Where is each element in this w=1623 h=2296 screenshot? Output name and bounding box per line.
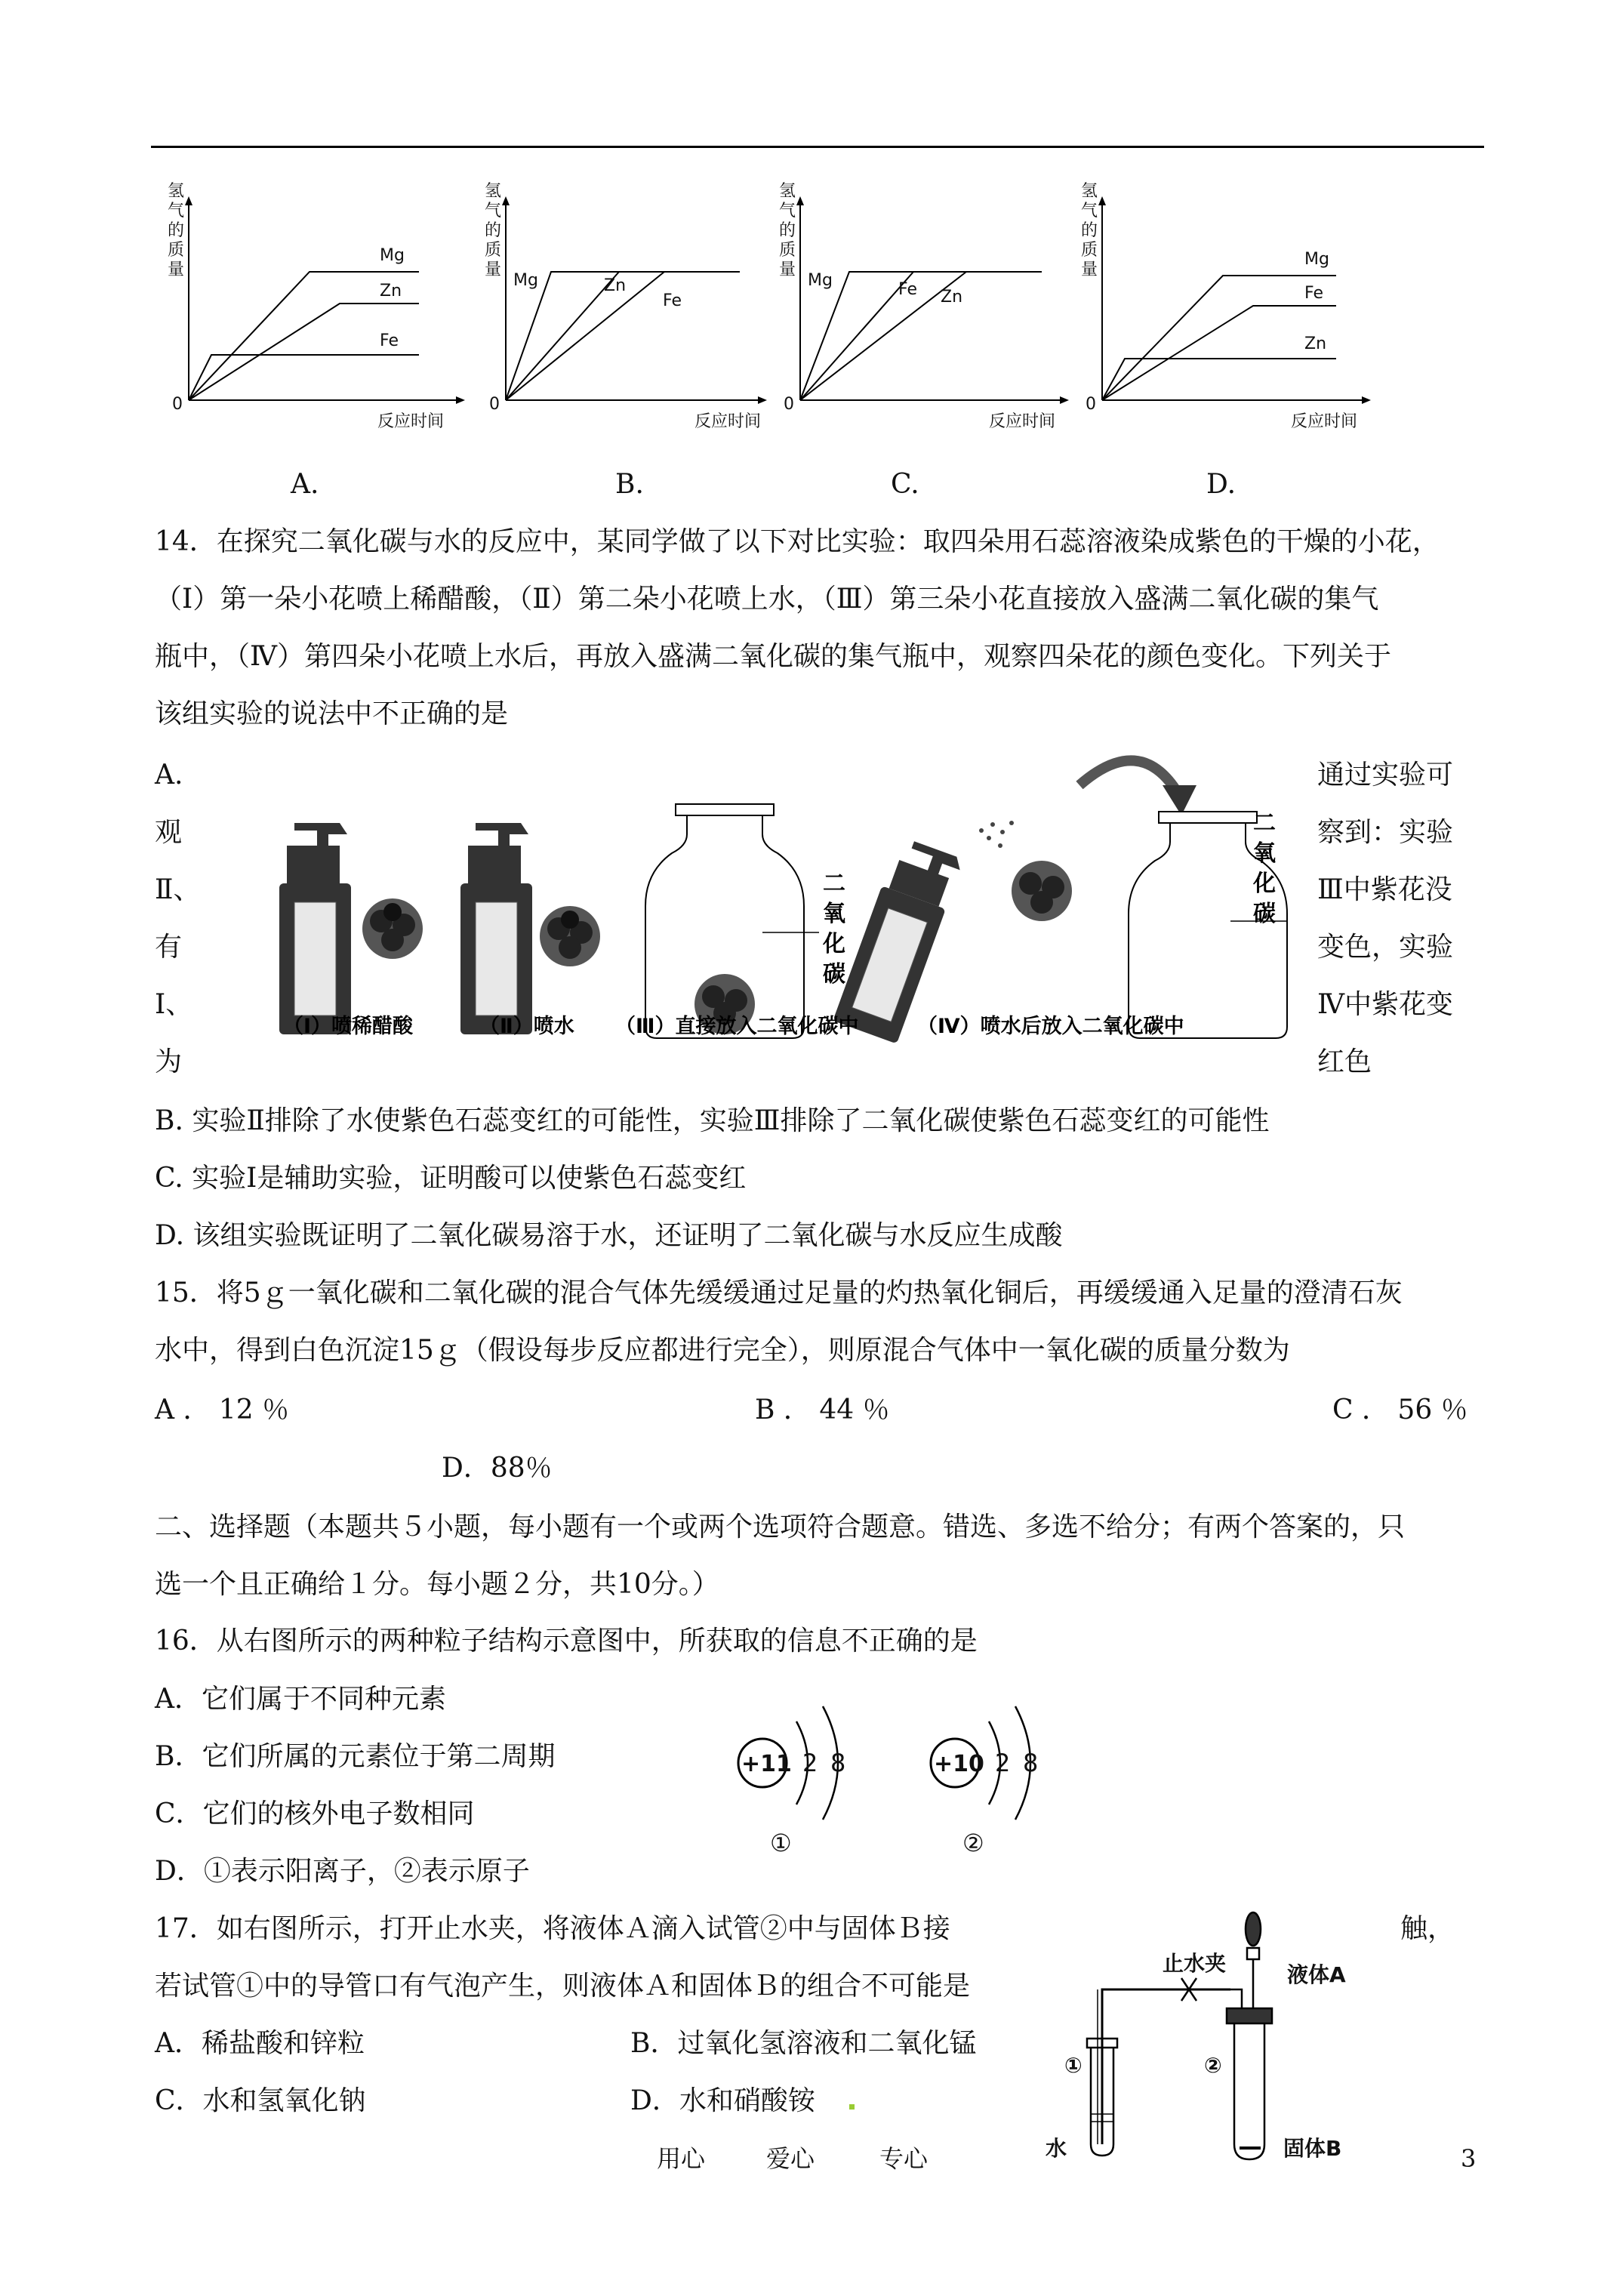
graph-d-ylabel	[1081, 182, 1098, 279]
particle-1	[738, 1706, 845, 1857]
svg-text:反应时间: 反应时间	[694, 412, 762, 431]
graph-d-mg: Mg	[1304, 250, 1329, 269]
svg-text:化: 化	[823, 931, 845, 957]
graph-a-ylabel	[168, 182, 184, 279]
svg-text:化: 化	[1253, 871, 1276, 897]
caption-2: （Ⅱ）喷水	[479, 1015, 574, 1038]
svg-text:8: 8	[830, 1749, 846, 1777]
q17-option-b[interactable]: B．过氧化氢溶液和二氧化锰	[630, 2028, 977, 2059]
q14-optA-right-3: 变色，实验	[1317, 932, 1454, 963]
svg-text:量: 量	[779, 260, 796, 279]
graph-option-a[interactable]: A.	[291, 469, 319, 500]
svg-text:气: 气	[168, 202, 185, 220]
svg-text:8: 8	[1023, 1749, 1039, 1777]
svg-text:质: 质	[485, 241, 502, 260]
svg-text:①: ①	[770, 1829, 792, 1857]
svg-text:2: 2	[995, 1749, 1011, 1777]
q16-stem: 16．从右图所示的两种粒子结构示意图中，所获取的信息不正确的是	[155, 1626, 978, 1657]
q14-optA-right-5: 红色	[1317, 1046, 1372, 1077]
svg-text:气: 气	[485, 202, 502, 220]
q14-option-d[interactable]: D. 该组实验既证明了二氧化碳易溶于水，还证明了二氧化碳与水反应生成酸	[155, 1220, 1063, 1251]
apparatus-figure	[1034, 1895, 1381, 2167]
graph-option-d[interactable]: D.	[1206, 469, 1236, 500]
curved-arrow-icon	[1079, 760, 1196, 815]
label-tube-1: ①	[1064, 2053, 1083, 2078]
header-rule	[151, 146, 1484, 148]
svg-text:质: 质	[168, 241, 185, 260]
svg-text:反应时间: 反应时间	[1291, 412, 1358, 431]
spray-bottle-4-icon	[833, 836, 963, 1043]
q14-optA-left-1: 观	[155, 817, 183, 848]
svg-text:反应时间: 反应时间	[989, 412, 1056, 431]
graph-a	[168, 182, 465, 431]
label-liquid-a: 液体A	[1287, 1962, 1346, 1987]
co2-experiment-figure	[264, 740, 1306, 1065]
footer-text-1: 用心	[657, 2144, 706, 2173]
label-tube-2: ②	[1204, 2053, 1222, 2078]
svg-text:碳: 碳	[1253, 901, 1276, 927]
graph-b-mg: Mg	[513, 271, 538, 290]
flower-1-icon	[362, 898, 423, 959]
svg-text:氢: 氢	[779, 182, 796, 201]
q17-option-a[interactable]: A．稀盐酸和锌粒	[155, 2028, 365, 2059]
q14-stem-line4: 该组实验的说法中不正确的是	[155, 698, 509, 729]
svg-text:的: 的	[779, 221, 796, 240]
svg-text:二: 二	[823, 871, 845, 897]
q15-option-a[interactable]: A ． 12 ％	[155, 1395, 290, 1425]
svg-text:的: 的	[168, 221, 185, 240]
svg-text:+11: +11	[741, 1751, 792, 1777]
svg-text:0: 0	[172, 395, 183, 414]
graph-b-zn: Zn	[604, 276, 627, 295]
spray-mist-icon	[979, 821, 1014, 848]
svg-text:2: 2	[802, 1749, 818, 1777]
q17-option-c[interactable]: C．水和氢氧化钠	[155, 2085, 366, 2116]
q14-optA-left-0[interactable]: A.	[155, 760, 183, 791]
graph-option-c[interactable]: C.	[891, 469, 919, 500]
svg-text:氢: 氢	[1081, 182, 1098, 201]
svg-text:质: 质	[779, 241, 796, 260]
caption-4: （Ⅳ）喷水后放入二氧化碳中	[917, 1015, 1184, 1038]
svg-text:质: 质	[1081, 241, 1098, 260]
q17-stem-line1a: 17．如右图所示，打开止水夹，将液体Ａ滴入试管②中与固体Ｂ接	[155, 1913, 950, 1944]
label-water: 水	[1046, 2136, 1067, 2161]
graph-d-zn: Zn	[1304, 334, 1327, 353]
q16-option-d[interactable]: D．①表示阳离子，②表示原子	[155, 1856, 530, 1887]
graph-b-ylabel	[485, 182, 501, 279]
q16-option-a[interactable]: A．它们属于不同种元素	[155, 1684, 446, 1715]
svg-text:氢: 氢	[485, 182, 502, 201]
svg-text:氧: 氧	[823, 901, 845, 927]
svg-text:二: 二	[1253, 810, 1276, 837]
svg-text:②: ②	[962, 1829, 984, 1857]
gas-jar-3-icon	[645, 804, 819, 1038]
graph-d-fe: Fe	[1304, 284, 1323, 303]
jar-3-label	[822, 871, 845, 988]
flower-2-icon	[540, 906, 600, 966]
svg-text:+10: +10	[934, 1751, 984, 1777]
particle-structure-figure	[725, 1699, 1042, 1872]
dropper-icon	[1247, 1948, 1259, 2008]
graph-b-fe: Fe	[663, 291, 682, 310]
section2-heading-line2: 选一个且正确给１分。每小题２分，共10分。）	[155, 1569, 719, 1600]
svg-text:量: 量	[485, 260, 502, 279]
q15-option-b[interactable]: B ． 44 ％	[755, 1395, 890, 1425]
graph-a-fe: Fe	[380, 331, 399, 350]
q14-optA-right-4: Ⅳ中紫花变	[1317, 989, 1453, 1020]
label-solid-b: 固体B	[1283, 2136, 1342, 2161]
page-number: 3	[1461, 2144, 1477, 2173]
svg-text:气: 气	[779, 202, 796, 220]
q15-stem-line1: 15．将5ｇ一氧化碳和二氧化碳的混合气体先缓缓通过足量的灼热氧化铜后，再缓缓通入足量的澄清石灰	[155, 1277, 1403, 1308]
q15-option-c[interactable]: C ． 56 ％	[1332, 1395, 1468, 1425]
svg-text:碳: 碳	[823, 961, 845, 988]
q14-optA-right-1: 察到：实验	[1317, 817, 1454, 848]
graph-c-ylabel	[779, 182, 796, 279]
footer-text-2: 爱心	[766, 2144, 815, 2173]
q14-optA-left-5: 为	[155, 1046, 183, 1077]
q14-optA-left-3: 有	[155, 932, 183, 963]
svg-text:0: 0	[489, 395, 500, 414]
graph-a-mg: Mg	[380, 246, 405, 265]
svg-text:的: 的	[1081, 221, 1098, 240]
q17-option-d[interactable]: D．水和硝酸铵	[630, 2085, 815, 2116]
footer-text-3: 专心	[879, 2144, 929, 2173]
caption-3: （Ⅲ）直接放入二氧化碳中	[615, 1015, 859, 1038]
graph-b	[485, 182, 767, 431]
svg-text:的: 的	[485, 221, 502, 240]
label-clamp: 止水夹	[1163, 1951, 1227, 1976]
q16-option-c[interactable]: C．它们的核外电子数相同	[155, 1798, 475, 1829]
svg-text:0: 0	[1086, 395, 1096, 414]
graph-c-zn: Zn	[941, 288, 963, 307]
q14-optA-right-0: 通过实验可	[1317, 760, 1454, 791]
section2-heading-line1: 二、选择题（本题共５小题，每小题有一个或两个选项符合题意。错选、多选不给分；有两个答案的，只	[155, 1512, 1406, 1542]
graph-a-zn: Zn	[380, 282, 402, 300]
test-tube-2-icon	[1234, 2020, 1264, 2159]
svg-text:0: 0	[784, 395, 794, 414]
graphs-figure	[151, 174, 1397, 445]
q14-optA-left-4: Ⅰ、	[155, 989, 193, 1020]
flower-4-icon	[1012, 861, 1072, 921]
q14-stem-line2: （Ⅰ）第一朵小花喷上稀醋酸，（Ⅱ）第二朵小花喷上水，（Ⅲ）第三朵小花直接放入盛满二氧化碳的集气	[155, 584, 1379, 615]
graph-c-mg: Mg	[808, 271, 833, 290]
q14-optA-left-2: Ⅱ、	[155, 874, 201, 905]
particle-2	[931, 1706, 1038, 1857]
q14-option-c[interactable]: C. 实验Ⅰ是辅助实验，证明酸可以使紫色石蕊变红	[155, 1163, 747, 1194]
spray-bottle-1-icon	[279, 823, 351, 1034]
q14-option-b[interactable]: B. 实验Ⅱ排除了水使紫色石蕊变红的可能性，实验Ⅲ排除了二氧化碳使紫色石蕊变红的可能性	[155, 1105, 1270, 1136]
svg-text:量: 量	[168, 260, 185, 279]
caption-1: （Ⅰ）喷稀醋酸	[283, 1015, 414, 1038]
q15-stem-line2: 水中，得到白色沉淀15ｇ（假设每步反应都进行完全），则原混合气体中一氧化碳的质量分数为	[155, 1335, 1290, 1366]
q17-stem-line1b: 触，	[1400, 1913, 1455, 1944]
svg-text:氢: 氢	[168, 182, 185, 201]
graph-option-b[interactable]: B.	[615, 469, 644, 500]
green-dot	[849, 2104, 855, 2110]
svg-text:气: 气	[1081, 202, 1098, 220]
q14-stem-line3: 瓶中，（Ⅳ）第四朵小花喷上水后，再放入盛满二氧化碳的集气瓶中，观察四朵花的颜色变化。下列关于	[155, 641, 1391, 672]
svg-text:量: 量	[1081, 260, 1098, 279]
graph-c	[779, 182, 1069, 431]
graph-c-fe: Fe	[898, 280, 917, 299]
q17-stem-line2: 若试管①中的导管口有气泡产生，则液体Ａ和固体Ｂ的组合不可能是	[155, 1971, 971, 2002]
svg-text:反应时间: 反应时间	[377, 412, 445, 431]
q14-stem-line1: 14．在探究二氧化碳与水的反应中，某同学做了以下对比实验：取四朵用石蕊溶液染成紫色的干燥的小花，	[155, 526, 1440, 557]
q15-option-d[interactable]: D．88％	[442, 1453, 553, 1484]
graph-d	[1081, 182, 1371, 431]
q16-option-b[interactable]: B．它们所属的元素位于第二周期	[155, 1741, 556, 1772]
q14-optA-right-2: Ⅲ中紫花没	[1317, 874, 1452, 905]
svg-text:氧: 氧	[1253, 840, 1276, 867]
spray-bottle-2-icon	[460, 823, 532, 1034]
